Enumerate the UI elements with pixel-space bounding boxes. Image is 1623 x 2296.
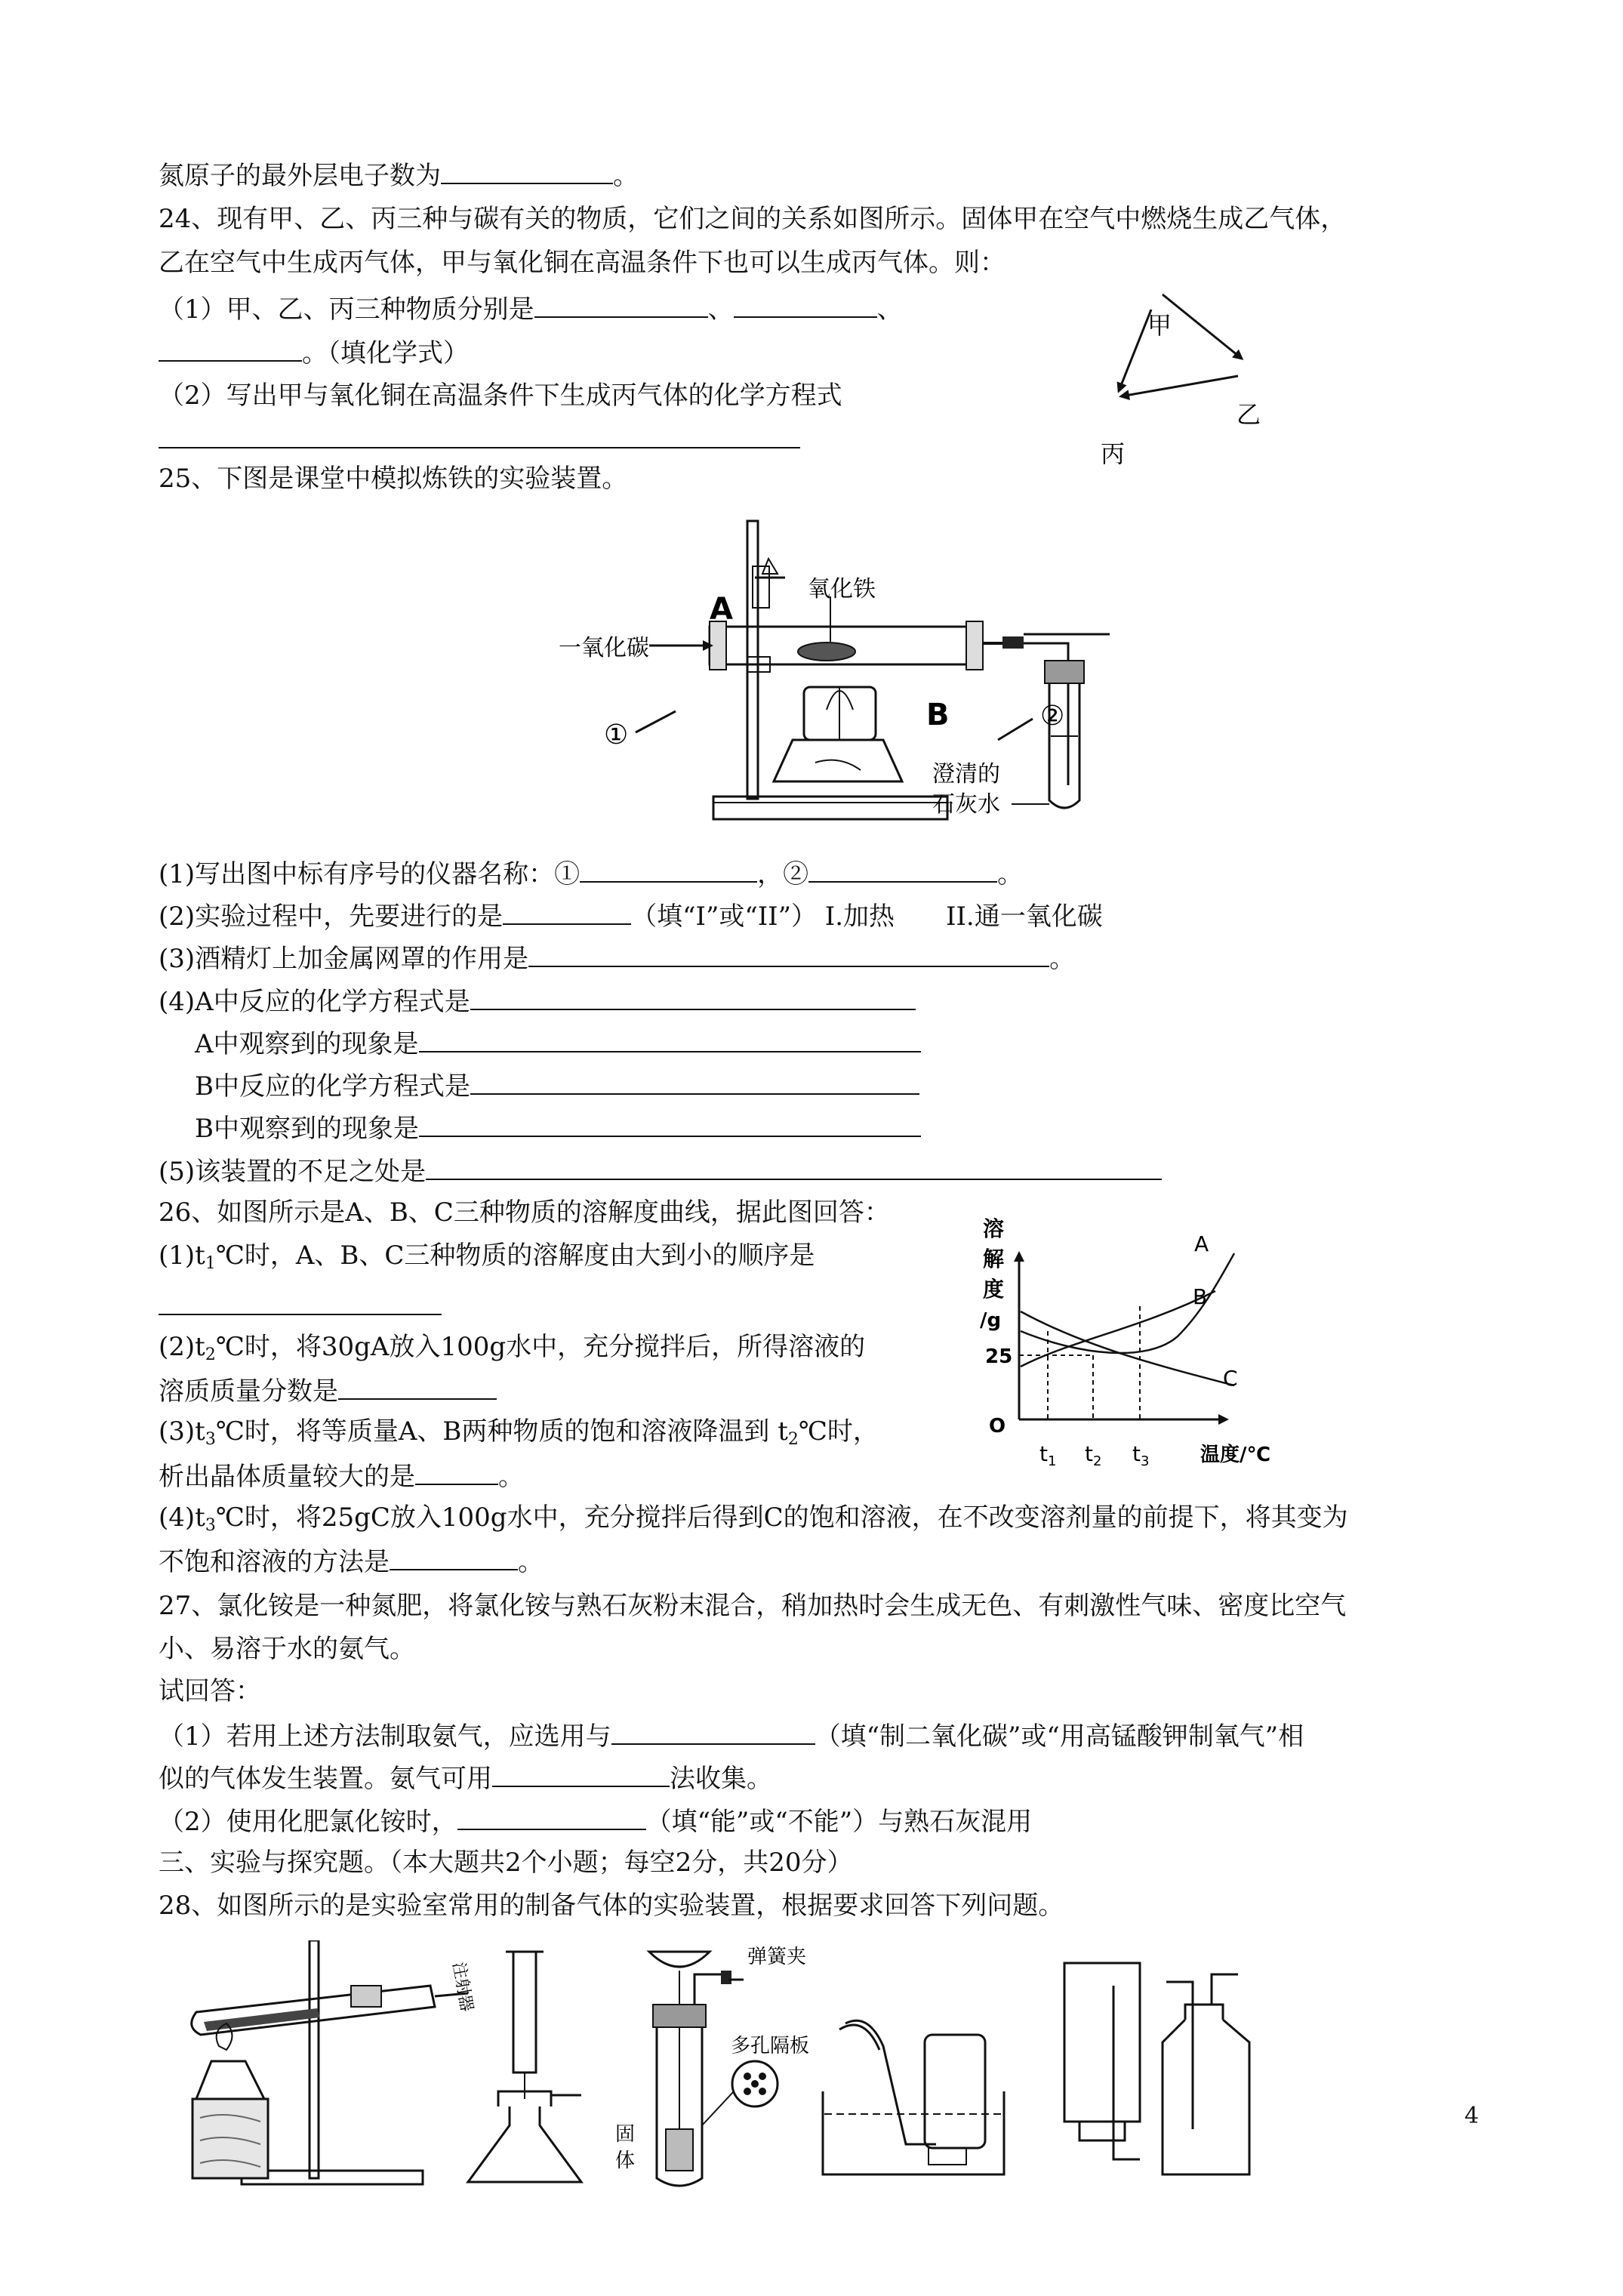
answer-blank[interactable] <box>492 1760 670 1787</box>
answer-blank[interactable] <box>503 898 631 925</box>
apparatus-porous-plate <box>615 1946 809 2186</box>
q25-part4-b-obs: B中观察到的现象是 <box>195 1110 921 1145</box>
label-fe2o3: 氧化铁 <box>808 576 876 603</box>
answer-line[interactable] <box>159 447 800 448</box>
answer-blank[interactable] <box>580 855 757 883</box>
rubber-tube <box>1002 636 1024 649</box>
answer-blank[interactable] <box>441 157 613 184</box>
series-a-label: A <box>1194 1231 1209 1256</box>
q26-part3-cont: 析出晶体质量较大的是 。 <box>159 1458 524 1493</box>
label-bing: 丙 <box>1101 439 1126 468</box>
xtick-t2: $t_2$ <box>1085 1441 1102 1469</box>
answer-blank[interactable] <box>470 1068 919 1095</box>
label-n2: ② <box>1040 701 1065 732</box>
q27-part1-cont: 似的气体发生装置。氨气可用 法收集。 <box>159 1760 772 1795</box>
solubility-chart <box>974 1204 1298 1476</box>
label-jia: 甲 <box>1147 311 1172 340</box>
q27-stem: 27、氯化铵是一种氮肥，将氯化铵与熟石灰粉末混合，稍加热时会生成无色、有刺激性气味、密度比空气 <box>159 1591 1347 1621</box>
series-c-label: C <box>1223 1366 1238 1391</box>
apparatus-bottle-2 <box>1163 1974 1249 2174</box>
answer-blank[interactable] <box>528 940 1049 967</box>
q24-part1-cont: 。（填化学式） <box>159 334 469 370</box>
label-solid-2: 体 <box>615 2150 636 2172</box>
q28-stem: 28、如图所示的是实验室常用的制备气体的实验装置，根据要求回答下列问题。 <box>159 1891 1064 1921</box>
apparatus-syringe-flask <box>448 1952 581 2182</box>
label-n1: ① <box>604 720 629 750</box>
answer-blank[interactable] <box>534 291 708 318</box>
q26-part3: $(3)t_3℃$时，将等质量A、B两种物质的饱和溶液降温到 $t_2℃$时， <box>159 1416 879 1449</box>
label-plate: 多孔隔板 <box>731 2035 810 2057</box>
q26-part4: $(4)t_3℃$时，将25gC放入100g水中，充分搅拌后得到C的饱和溶液，在不改变溶剂量的前提下，将其变为 <box>159 1502 1348 1535</box>
page-number: 4 <box>1464 2103 1480 2129</box>
clamp <box>753 566 769 608</box>
xlabel: 温度/℃ <box>1200 1444 1270 1466</box>
q27-part1: （1）若用上述方法制取氨气，应选用与 （填“制二氧化碳”或“用高锰酸钾制氧气”相 <box>159 1718 1304 1753</box>
apparatus-heating <box>192 1940 468 2184</box>
origin-label: O <box>989 1415 1006 1438</box>
label-a: A <box>710 592 733 627</box>
label-yi: 乙 <box>1236 400 1261 429</box>
answer-blank[interactable] <box>415 1458 498 1485</box>
curve-b <box>1021 1291 1215 1367</box>
iron-smelting-apparatus <box>528 513 1132 834</box>
q25-part1: (1)写出图中标有序号的仪器名称：① ，② 。 <box>159 855 1023 891</box>
curve-c <box>1021 1311 1234 1385</box>
answer-blank[interactable] <box>457 1803 646 1830</box>
xtick-t3: $t_3$ <box>1132 1441 1150 1469</box>
answer-blank[interactable] <box>419 1110 921 1137</box>
label-limewater-1: 澄清的 <box>932 761 1000 787</box>
arrow-jia-to-yi <box>1163 294 1242 359</box>
arrow-jia-to-bing <box>1119 310 1151 391</box>
gas-apparatus-row <box>181 1940 1313 2190</box>
answer-blank[interactable] <box>734 291 877 318</box>
carbon-relation-diagram <box>1087 287 1313 483</box>
apparatus-water-trough <box>823 2020 1004 2174</box>
arrow-yi-to-bing <box>1121 376 1238 396</box>
q27-part2: （2）使用化肥氯化铵时， （填“能”或“不能”）与熟石灰混用 <box>159 1803 1032 1838</box>
iron-stand-rod <box>747 521 758 799</box>
label-limewater-2: 石灰水 <box>932 791 1000 818</box>
answer-blank[interactable] <box>470 983 916 1010</box>
answer-blank[interactable] <box>390 1543 518 1570</box>
answer-blank[interactable] <box>611 1718 815 1745</box>
q27-prompt: 试回答： <box>159 1676 261 1706</box>
q24-stem: 24、现有甲、乙、丙三种与碳有关的物质，它们之间的关系如图所示。固体甲在空气中燃烧生成乙气体， <box>159 204 1347 234</box>
label-b: B <box>926 698 950 732</box>
q26-stem: 26、如图所示是A、B、C三种物质的溶解度曲线，据此图回答： <box>159 1197 890 1228</box>
q26-part1: $(1)t_1℃$时，A、B、C三种物质的溶解度由大到小的顺序是 <box>159 1240 815 1273</box>
line-nitrogen: 氮原子的最外层电子数为 。 <box>159 157 639 193</box>
stopper-right <box>966 621 983 670</box>
q24-part2: （2）写出甲与氧化铜在高温条件下生成丙气体的化学方程式 <box>159 381 842 411</box>
q26-part2-cont: 溶质质量分数是 <box>159 1373 497 1408</box>
answer-blank[interactable] <box>159 334 302 362</box>
q25-stem: 25、下图是课堂中模拟炼铁的实验装置。 <box>159 464 628 494</box>
ylabel-char-1: 溶 <box>983 1216 1005 1241</box>
label-co: 一氧化碳 <box>559 635 649 661</box>
q26-part2: $(2)t_2℃$时，将30gA放入100g水中，充分搅拌后，所得溶液的 <box>159 1332 866 1364</box>
label-solid-1: 固 <box>615 2123 636 2146</box>
stopper-left <box>710 621 726 670</box>
answer-line[interactable] <box>159 1314 442 1315</box>
q25-part2: (2)实验过程中，先要进行的是 （填“I”或“II”） I.加热 II.通一氧化碳 <box>159 898 1103 933</box>
answer-blank[interactable] <box>338 1373 497 1400</box>
q24-stem-2: 乙在空气中生成丙气体，甲与氧化铜在高温条件下也可以生成丙气体。则： <box>159 248 1006 278</box>
answer-blank[interactable] <box>419 1025 921 1052</box>
xtick-t1: $t_1$ <box>1039 1441 1057 1469</box>
q27-stem-2: 小、易溶于水的氨气。 <box>159 1634 415 1664</box>
ytick-25: 25 <box>985 1345 1013 1368</box>
answer-blank[interactable] <box>808 855 997 883</box>
q25-part3: (3)酒精灯上加金属网罩的作用是 。 <box>159 940 1075 975</box>
q25-part4-b-eq: B中反应的化学方程式是 <box>195 1068 919 1103</box>
iron-oxide-sample <box>798 643 855 661</box>
answer-blank[interactable] <box>426 1153 1162 1180</box>
q26-part4-cont: 不饱和溶液的方法是 。 <box>159 1543 544 1579</box>
q24-part1: （1）甲、乙、丙三种物质分别是 、 、 <box>159 291 903 326</box>
q25-part5: (5)该装置的不足之处是 <box>159 1153 1162 1188</box>
ylabel-char-2: 解 <box>983 1247 1005 1271</box>
apparatus-bottle-1 <box>1064 1963 1140 2159</box>
q25-part4: (4)A中反应的化学方程式是 <box>159 983 916 1019</box>
section-3-heading: 三、实验与探究题。（本大题共2个小题；每空2分，共20分） <box>159 1848 853 1878</box>
ylabel-char-4: /g <box>980 1309 1002 1332</box>
label-clip: 弹簧夹 <box>747 1946 807 1968</box>
ylabel-char-3: 度 <box>983 1277 1005 1302</box>
series-b-label: B <box>1193 1284 1208 1309</box>
q25-part4-a-obs: A中观察到的现象是 <box>195 1025 921 1061</box>
label-syringe: 注射器 <box>448 1960 476 2014</box>
